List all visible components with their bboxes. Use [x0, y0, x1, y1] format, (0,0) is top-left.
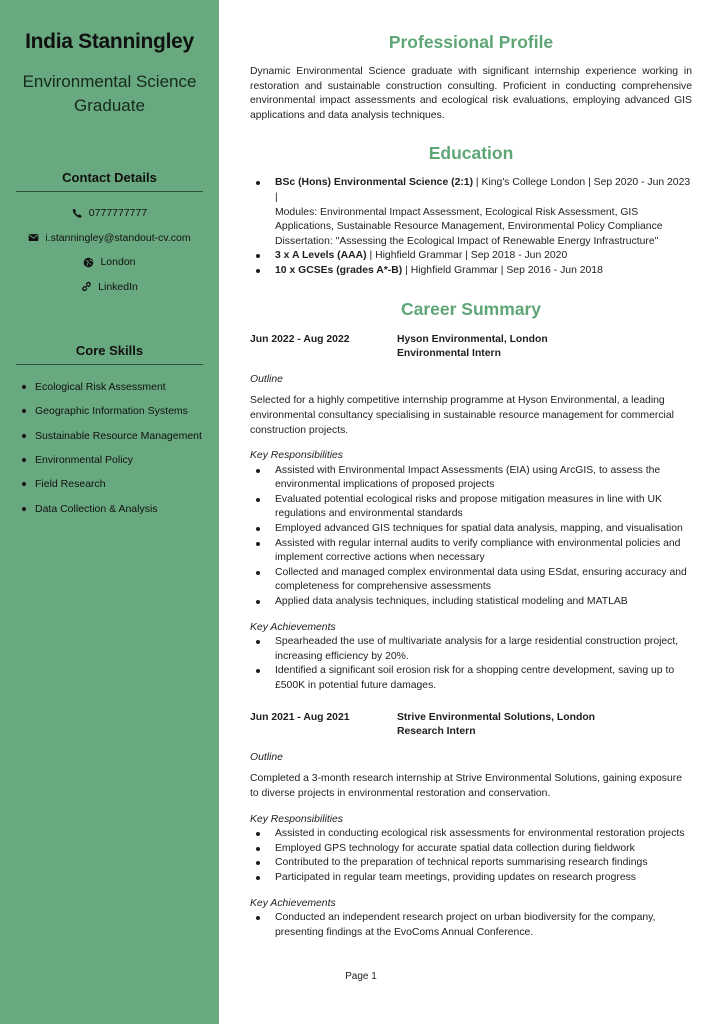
contact-email-text: i.stanningley@standout-cv.com — [45, 231, 191, 244]
list-item: Employed advanced GIS techniques for spatial data analysis, mapping, and visualisation — [250, 522, 692, 537]
degree-modules: Modules: Environmental Impact Assessment, Ecological Risk Assessment, GIS Applications, Sustainable Resource Management, Environmental Policy Compliance — [275, 206, 663, 233]
list-item: Spearheaded the use of multivariate analysis for a large residential construction project, increasing efficiency by 20%. — [250, 635, 692, 664]
education-item — [250, 249, 692, 264]
page-number — [0, 971, 724, 982]
skill-item: Geographic Information Systems — [22, 399, 203, 423]
list-item: Evaluated potential ecological risks and propose mitigation measures in line with UK regulations and environmental standards — [250, 493, 692, 522]
globe-icon — [83, 257, 94, 268]
skill-item: Field Research — [22, 472, 203, 496]
candidate-role: Environmental Science Graduate — [22, 72, 197, 115]
responsibilities-label: Key Responsibilities — [250, 450, 343, 462]
contact-phone-text: 0777777777 — [88, 207, 148, 220]
skill-item: Environmental Policy — [22, 448, 203, 472]
education-list — [250, 176, 692, 278]
career-title: Career Summary — [400, 298, 542, 319]
sidebar — [0, 0, 219, 1024]
main-content — [250, 0, 692, 940]
education-title: Education — [428, 143, 514, 164]
education-item — [250, 176, 692, 249]
profile-text: Dynamic Environmental Science graduate with significant internship experience working in restoration and sustainable construction consulting. Proficient in conducting comprehensive environmental impact assessments and ecological risk evaluations, employing advanced GIS applications and data analysis techniques. — [250, 66, 692, 121]
skills-list — [16, 375, 203, 521]
list-item: Assisted with Environmental Impact Assessments (EIA) using ArcGIS, to assess the environmental implications of proposed projects — [250, 464, 692, 493]
responsibilities-label: Key Responsibilities — [250, 813, 343, 825]
alevels-name: 3 x A Levels (AAA) — [275, 250, 367, 262]
list-item: Participated in regular team meetings, providing updates on research progress — [250, 871, 692, 886]
contact-location — [16, 250, 203, 275]
achievements-label: Key Achievements — [250, 621, 336, 633]
outline-text: Selected for a highly competitive internship programme at Hyson Environmental, a leading environmental consultancy specialising in sustainable resource management for commercial construction projects. — [250, 395, 674, 436]
alevels-details: | Highfield Grammar | Sep 2018 - Jun 2020 — [366, 250, 568, 262]
envelope-icon — [28, 232, 39, 243]
skill-item: Ecological Risk Assessment — [22, 375, 203, 399]
list-item: Assisted with regular internal audits to verify compliance with environmental policies and implement corrective actions when necessary — [250, 537, 692, 566]
list-item: Applied data analysis techniques, including statistical modeling and MATLAB — [250, 595, 692, 610]
achievements-list — [250, 911, 692, 940]
job-dates: Jun 2022 - Aug 2022 — [250, 333, 350, 345]
job-org — [397, 711, 595, 740]
contact-linkedin[interactable] — [16, 275, 203, 300]
link-icon — [81, 281, 92, 292]
skill-item: Data Collection & Analysis — [22, 496, 203, 520]
profile-title: Professional Profile — [388, 32, 554, 52]
contact-location-text: London — [100, 256, 136, 269]
list-item: Collected and managed complex environmental data using ESdat, ensuring accuracy and completeness for comprehensive assessments — [250, 566, 692, 595]
skills-heading: Core Skills — [16, 343, 203, 365]
contact-phone — [16, 201, 203, 226]
achievements-list — [250, 635, 692, 693]
job-org — [397, 333, 548, 362]
contact-heading: Contact Details — [16, 170, 203, 192]
responsibilities-list — [250, 464, 692, 610]
job-header — [250, 711, 692, 740]
degree-name: BSc (Hons) Environmental Science (2:1) — [275, 177, 474, 189]
list-item: Employed GPS technology for accurate spatial data collection during fieldwork — [250, 842, 692, 857]
responsibilities-list — [250, 827, 692, 885]
job-company: Hyson Environmental, London — [397, 333, 548, 345]
degree-dissertation: Dissertation: "Assessing the Ecological Impact of Renewable Energy Infrastructure" — [275, 235, 659, 247]
candidate-name: India Stanningley — [25, 30, 194, 53]
list-item: Contributed to the preparation of technical reports summarising research findings — [250, 856, 692, 871]
page-number-text: Page 1 — [345, 971, 377, 982]
outline-label: Outline — [250, 373, 283, 385]
job-header — [250, 333, 692, 362]
education-item — [250, 264, 692, 279]
contact-email[interactable] — [16, 226, 203, 251]
job-entry — [250, 711, 692, 941]
outline-label: Outline — [250, 751, 283, 763]
job-company: Strive Environmental Solutions, London — [397, 711, 596, 723]
job-dates: Jun 2021 - Aug 2021 — [250, 711, 350, 723]
job-position: Environmental Intern — [397, 348, 501, 360]
achievements-label: Key Achievements — [250, 897, 336, 909]
gcse-name: 10 x GCSEs (grades A*-B) — [275, 264, 403, 276]
list-item: Identified a significant soil erosion risk for a shopping centre development, saving up to £500K in potential future damages. — [250, 664, 692, 693]
contact-list — [16, 201, 203, 299]
skill-item: Sustainable Resource Management — [22, 424, 203, 448]
list-item: Assisted in conducting ecological risk assessments for environmental restoration projects — [250, 827, 692, 842]
contact-linkedin-text: LinkedIn — [98, 280, 138, 293]
job-position: Research Intern — [397, 726, 476, 738]
job-entry — [250, 333, 692, 694]
outline-text: Completed a 3-month research internship at Strive Environmental Solutions, gaining exposure to diverse projects in environmental restoration and conservation. — [250, 773, 683, 799]
gcse-details: | Highfield Grammar | Sep 2016 - Jun 2018 — [402, 264, 603, 276]
degree-details: | King's College London | Sep 2020 - Jun 2023 | — [275, 177, 691, 203]
list-item: Conducted an independent research project on urban biodiversity for the company, presenting findings at the EvoComs Annual Conference. — [250, 911, 692, 940]
phone-icon — [72, 208, 83, 219]
